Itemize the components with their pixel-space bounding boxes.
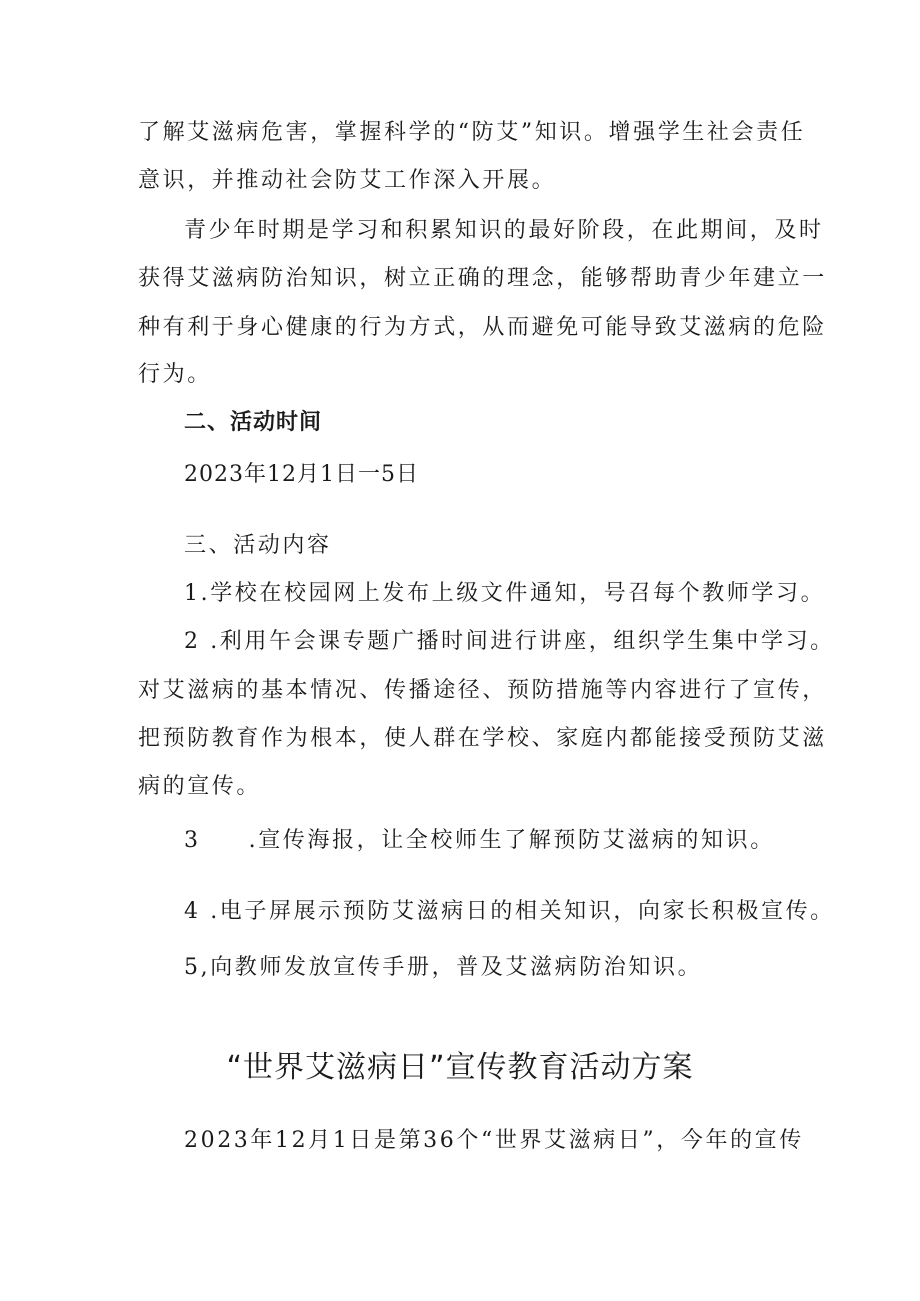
- section-heading-content: 三、活动内容: [184, 533, 332, 558]
- paragraph-line: 意识，并推动社会防艾工作深入开展。: [138, 168, 557, 193]
- paragraph-line: 获得艾滋病防治知识，树立正确的理念，能够帮助青少年建立一: [138, 266, 827, 291]
- paragraph-line: 青少年时期是学习和积累知识的最好阶段，在此期间，及时: [184, 218, 824, 243]
- section-heading-time: 二、活动时间: [184, 410, 323, 435]
- paragraph-line: 行为。: [138, 362, 212, 387]
- document-title: “世界艾滋病日”宣传教育活动方案: [226, 1050, 694, 1085]
- list-item: 5,向教师发放宣传手册，普及艾滋病防治知识。: [184, 955, 703, 980]
- list-item: [184, 826, 775, 856]
- list-item: 2 .利用午会课专题广播时间进行讲座，组织学生集中学习。: [184, 629, 835, 654]
- list-item-continuation: 病的宣传。: [138, 774, 262, 799]
- paragraph-line: 种有利于身心健康的行为方式，从而避免可能导致艾滋病的危险: [138, 315, 827, 340]
- list-item-continuation: 对艾滋病的基本情况、传播途径、预防措施等内容进行了宣传，: [138, 678, 827, 703]
- list-item: 4 .电子屏展示预防艾滋病日的相关知识，向家长积极宣传。: [184, 899, 835, 924]
- paragraph-line: 了解艾滋病危害，掌握科学的“防艾”知识。增强学生社会责任: [138, 120, 806, 145]
- activity-date: 2023年12月1日一5日: [184, 462, 419, 487]
- list-item: 1.学校在校园网上发布上级文件通知，号召每个教师学习。: [184, 581, 826, 606]
- list-item-continuation: 把预防教育作为根本，使人群在学校、家庭内都能接受预防艾滋: [138, 726, 827, 751]
- list-item-text: .宣传海报，让全校师生了解预防艾滋病的知识。: [248, 828, 775, 853]
- intro-paragraph: 2023年12月1日是第36个“世界艾滋病日”，今年的宣传: [184, 1128, 804, 1153]
- list-item-number: 3: [184, 828, 201, 853]
